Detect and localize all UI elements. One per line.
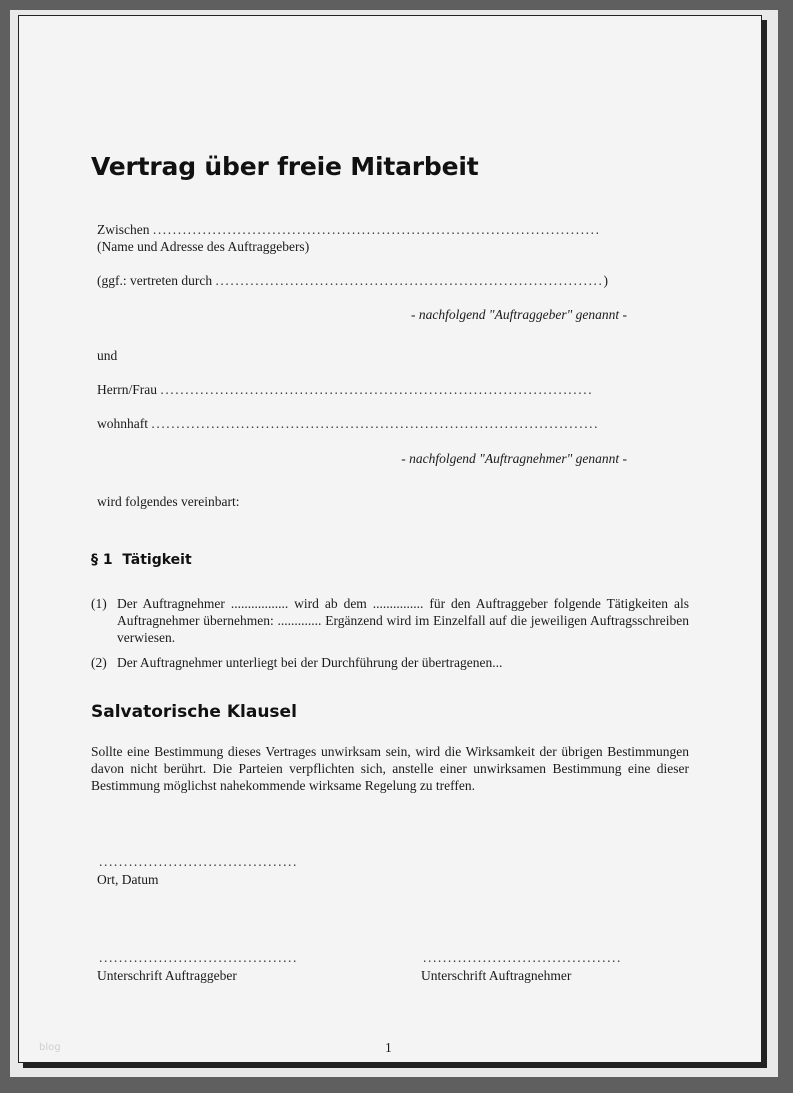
signature-auftragnehmer-label: Unterschrift Auftragnehmer xyxy=(421,968,572,983)
vertreten-close: ) xyxy=(603,273,609,288)
item-text: Der Auftragnehmer unterliegt bei der Durchführung der übertragenen... xyxy=(117,655,503,670)
section-1-list xyxy=(91,595,689,671)
zwischen-label: Zwischen xyxy=(97,222,150,237)
section-1-heading: § 1 Tätigkeit xyxy=(91,552,192,568)
wohnhaft-line xyxy=(97,416,599,432)
wohnhaft-fill-field[interactable]: .......................................................................................... xyxy=(151,416,600,431)
item-text: Der Auftragnehmer ................. wird ab dem ............... für den Auftraggeber folgende Tätigkeiten als Auftragnehmer übernehmen: ............. Ergänzend wird im Einzelfall auf die jeweiligen Auftragsschreiben verwiesen. xyxy=(117,596,689,645)
vertreten-label: (ggf.: vertreten durch xyxy=(97,273,213,288)
vereinbart-text: wird folgendes vereinbart: xyxy=(97,494,240,509)
ort-datum-label: Ort, Datum xyxy=(97,872,159,887)
herrn-frau-label: Herrn/Frau xyxy=(97,382,157,397)
salvatorische-heading: Salvatorische Klausel xyxy=(91,702,297,722)
item-number: (2) xyxy=(91,655,107,670)
ort-datum-fill-field[interactable]: ........................................ xyxy=(99,854,298,869)
watermark: blog xyxy=(39,1042,61,1053)
document-page xyxy=(18,15,762,1063)
herrn-frau-fill-field[interactable]: ....................................................................................... xyxy=(160,382,594,397)
auftragnehmer-note: - nachfolgend "Auftragnehmer" genannt - xyxy=(401,451,627,466)
signature-auftraggeber-field[interactable]: ........................................ xyxy=(99,950,298,965)
salvatorische-text: Sollte eine Bestimmung dieses Vertrages unwirksam sein, wird die Wirksamkeit der übrigen Bestimmungen davon nicht berührt. Die Parteien verpflichten sich, anstelle einer unwirksamen Bestimmung eine dieser Bestimmung möglichst nahekommende wirksame Regelung zu treffen. xyxy=(91,744,689,793)
zwischen-fill-field[interactable]: .......................................................................................... xyxy=(152,222,601,237)
vertreten-fill-field[interactable]: .............................................................................. xyxy=(215,273,604,288)
wohnhaft-label: wohnhaft xyxy=(97,416,148,431)
name-adresse-hint: (Name und Adresse des Auftraggebers) xyxy=(97,239,310,254)
herrn-frau-line xyxy=(97,382,593,398)
page-number: 1 xyxy=(385,1040,392,1055)
und-text: und xyxy=(97,348,118,363)
item-number: (1) xyxy=(91,596,107,611)
signature-auftragnehmer-field[interactable]: ........................................ xyxy=(423,950,622,965)
signature-auftraggeber-label: Unterschrift Auftraggeber xyxy=(97,968,237,983)
document-title: Vertrag über freie Mitarbeit xyxy=(91,152,479,181)
auftraggeber-note: - nachfolgend "Auftraggeber" genannt - xyxy=(410,307,627,322)
vertreten-line xyxy=(97,273,608,289)
zwischen-line xyxy=(97,222,601,238)
section-1-item-1 xyxy=(91,595,689,646)
section-1-item-2 xyxy=(91,654,689,671)
